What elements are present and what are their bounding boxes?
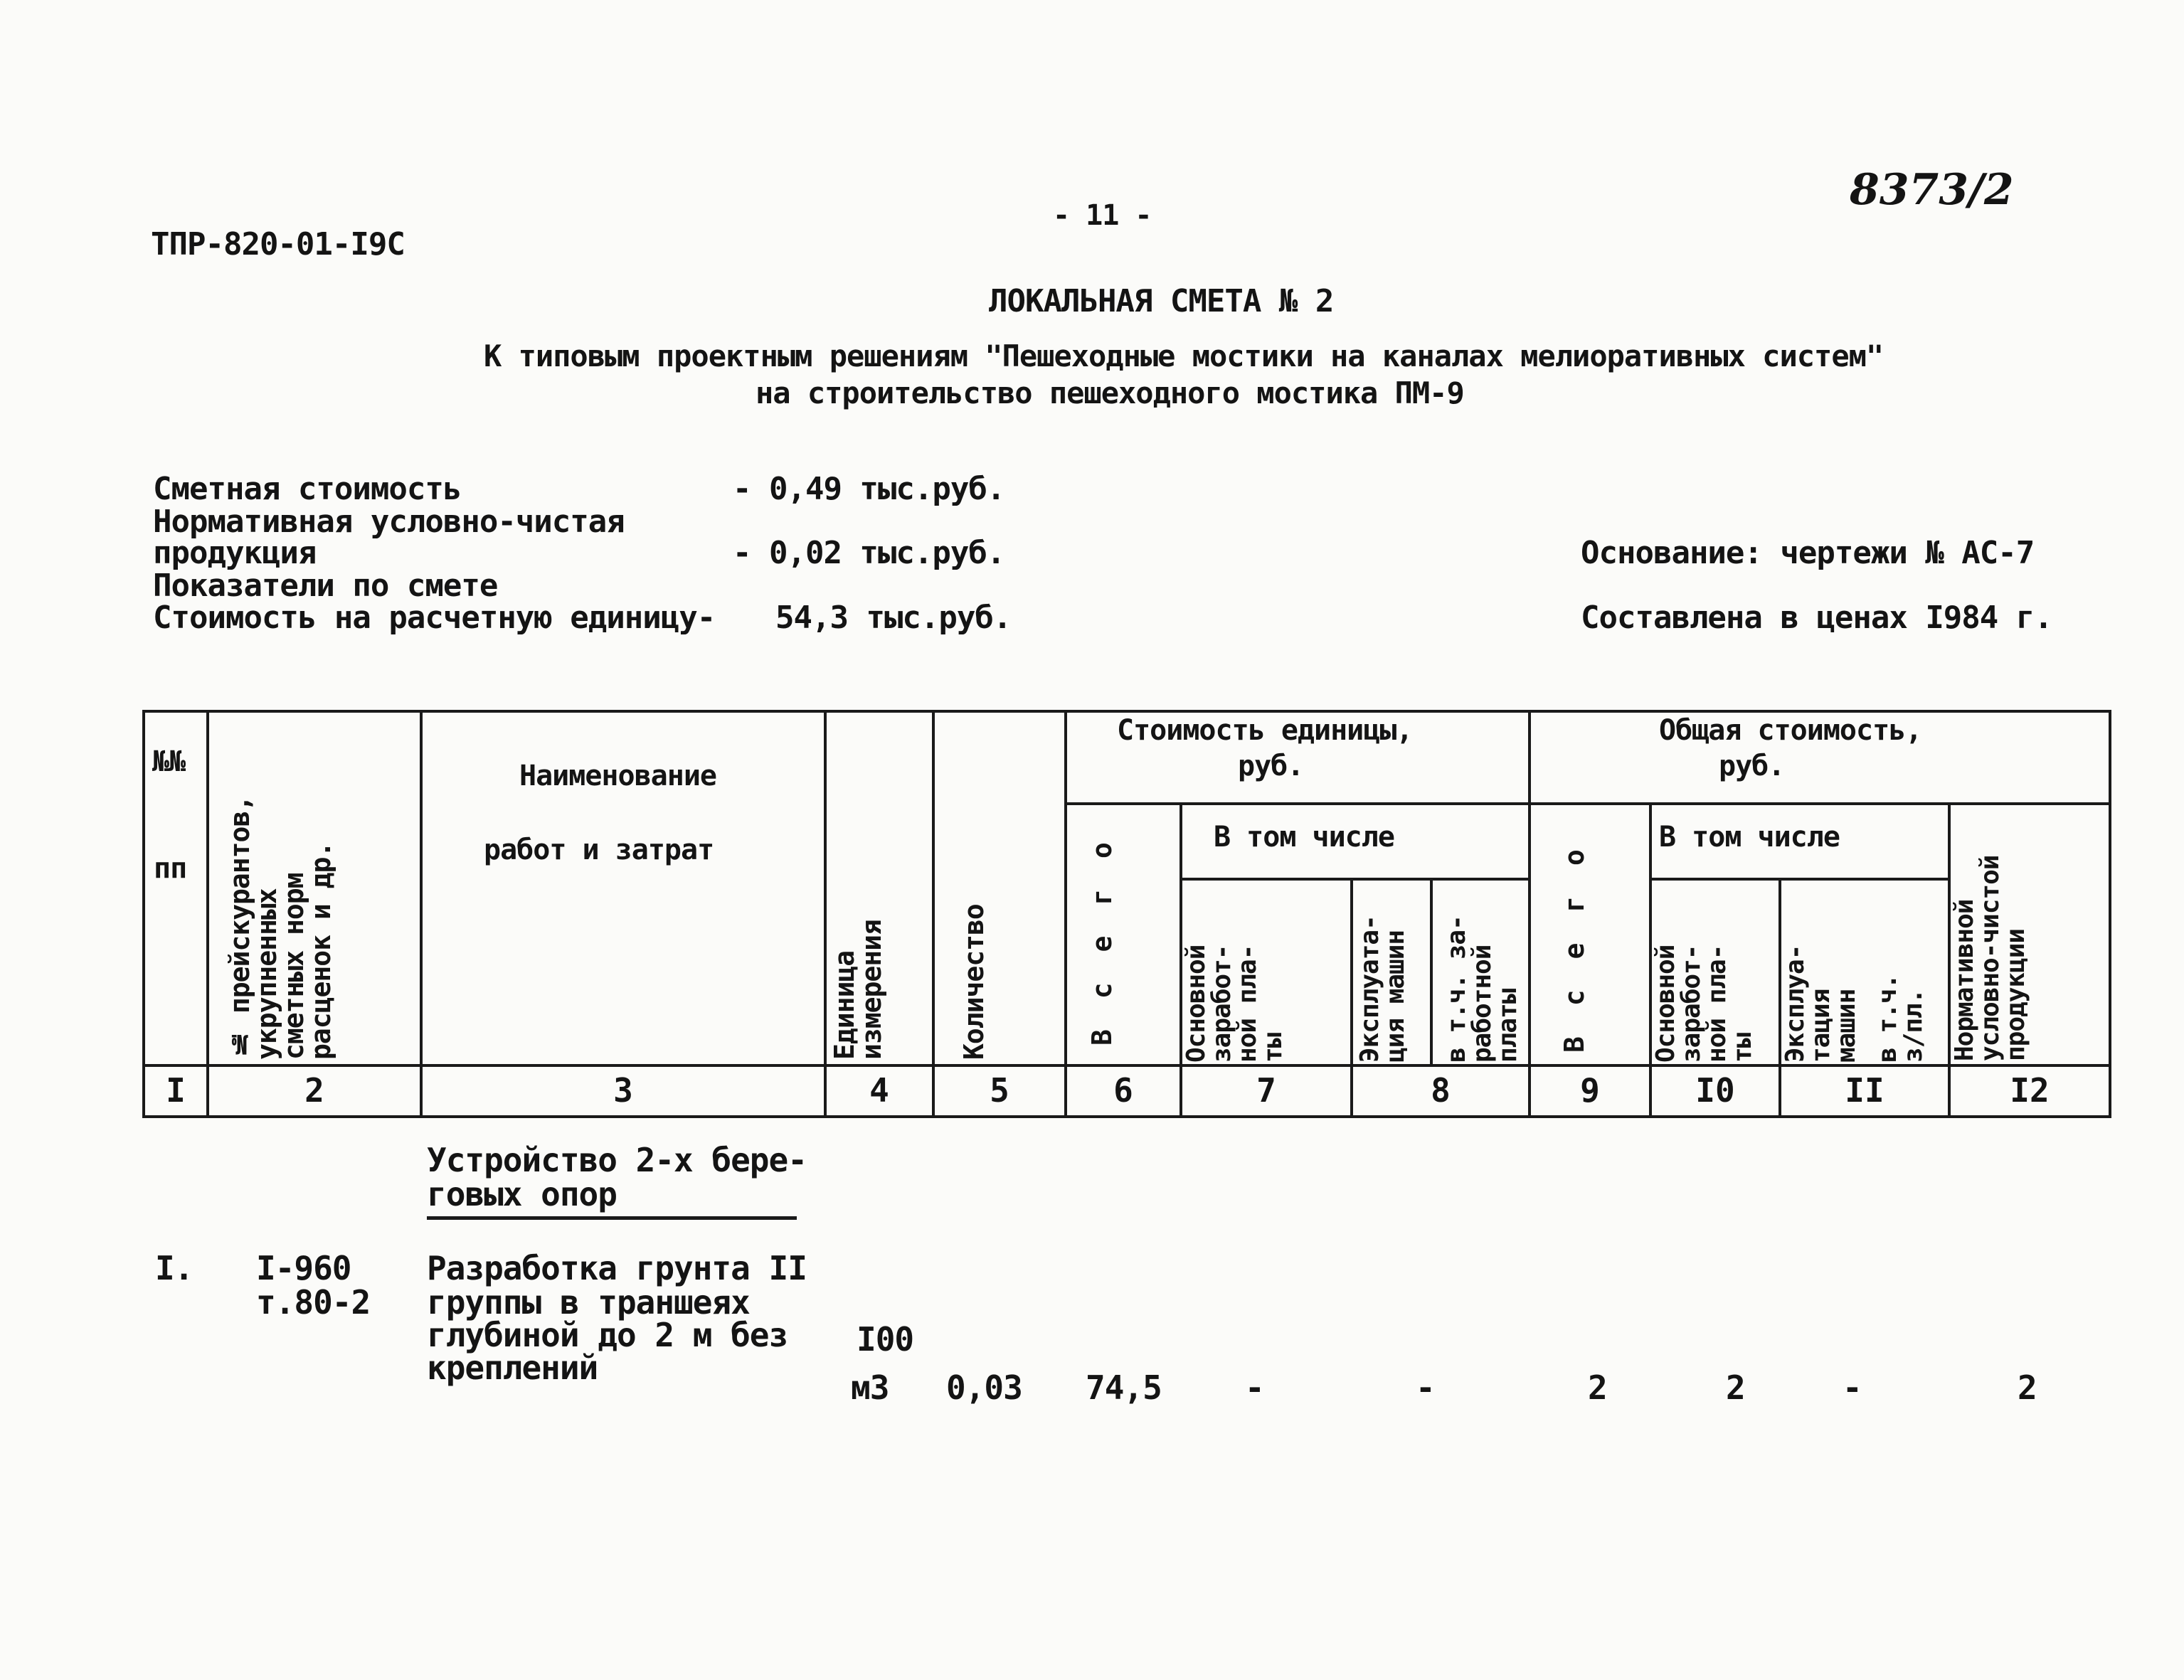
row-price-table: т.80-2 [256,1283,371,1322]
row-unit-multiplier: I00 [857,1320,914,1359]
column-number-11: II [1845,1071,1885,1110]
header-col1-pp: пп [154,852,187,885]
summary-product-label: продукция [153,535,317,571]
summary-cost-label: Сметная стоимость [153,471,462,507]
header-col3-works: работ и затрат [484,834,714,866]
estimate-subtitle: К типовым проектным решениям "Пешеходные мостики на каналах мелиоративных систем" [484,339,1884,373]
header-unit-cost-rub: руб. [1238,750,1304,782]
header-col2-price-list: № прейскурантов, укрупненных сметных норм расценок и др. [224,795,336,1060]
column-number-1: I [166,1071,186,1110]
header-unit-incl: В том числе [1214,821,1394,854]
row-work-name-line3: глубиной до 2 м без [427,1316,788,1354]
estimate-object: на строительство пешеходного мостика ПМ-9 [756,376,1464,410]
column-number-4: 4 [869,1071,889,1110]
price-level: Составлена в ценах I984 г. [1581,600,2052,636]
header-col3-name: Наименование [519,760,716,792]
header-col8-incl-wages: в т.ч. за- работной платы [1442,915,1522,1063]
column-number-7: 7 [1256,1071,1276,1110]
column-number-10: I0 [1695,1071,1735,1110]
header-col11-incl-wages: в т.ч. з/пл. [1873,974,1928,1063]
row-unit-cost-total: 74,5 [1086,1368,1162,1407]
column-number-3: 3 [613,1071,633,1110]
header-col5-quantity: Количество [958,904,990,1060]
summary-product-value: - 0,02 тыс.руб. [733,535,1005,571]
header-total-cost: Общая стоимость, [1659,714,1922,747]
row-unit: м3 [851,1368,889,1407]
row-work-name-line1: Разработка грунта II [427,1249,807,1287]
column-number-8: 8 [1431,1071,1451,1110]
summary-indicators-label: Показатели по смете [153,568,498,604]
header-col4-unit: Единица измерения [829,920,887,1060]
header-col11-machines: Эксплуа- тация машин [1781,945,1861,1063]
column-number-6: 6 [1113,1071,1133,1110]
page-number: - 11 - [1053,199,1152,232]
summary-normative-label: Нормативная условно-чистая [153,504,625,540]
header-unit-cost: Стоимость единицы, [1117,714,1413,747]
header-col9-total: В с е г о [1559,842,1590,1053]
row-work-name-line4: креплений [427,1349,598,1387]
header-total-incl: В том числе [1659,821,1840,854]
row-total-machines: - [1843,1368,1862,1407]
section-underline [427,1216,797,1220]
estimate-title: ЛОКАЛЬНАЯ СМЕТА № 2 [989,283,1334,319]
row-price-ref: I-960 [256,1249,351,1287]
basis-drawings: Основание: чертежи № АС-7 [1581,535,2035,571]
row-unit-cost-wages: - [1245,1368,1264,1407]
header-col12-net-product: Нормативной условно-чистой продукции [1950,855,2030,1061]
row-total-wages: 2 [1726,1368,1745,1407]
column-number-5: 5 [990,1071,1009,1110]
header-col1-number: №№ [152,745,186,778]
header-col10-wages: Основной заработ- ной пла- ты [1651,945,1757,1063]
summary-unit-cost-label: Стоимость на расчетную единицу- [153,600,716,636]
column-number-12: I2 [2010,1071,2050,1110]
column-number-2: 2 [304,1071,324,1110]
section-title-line2: говых опор [427,1175,617,1213]
row-number: I. [155,1249,194,1287]
row-unit-cost-machines: - [1416,1368,1435,1407]
summary-cost-value: - 0,49 тыс.руб. [733,471,1005,507]
header-col8-machines: Эксплуата- ция машин [1355,915,1410,1063]
handwritten-reference: 8373/2 [1850,165,2014,215]
header-col7-wages: Основной заработ- ной пла- ты [1182,945,1288,1063]
header-col6-total: В с е г о [1086,835,1118,1046]
header-total-cost-rub: руб. [1719,750,1785,782]
row-quantity: 0,03 [946,1368,1022,1407]
section-title-line1: Устройство 2-х бере- [427,1141,807,1179]
document-code: ТПР-820-01-I9С [151,226,405,262]
column-number-9: 9 [1580,1071,1600,1110]
summary-unit-cost-value: 54,3 тыс.руб. [775,600,1012,636]
row-total-cost: 2 [1588,1368,1607,1407]
row-work-name-line2: группы в траншеях [427,1283,750,1322]
row-net-product: 2 [2018,1368,2037,1407]
